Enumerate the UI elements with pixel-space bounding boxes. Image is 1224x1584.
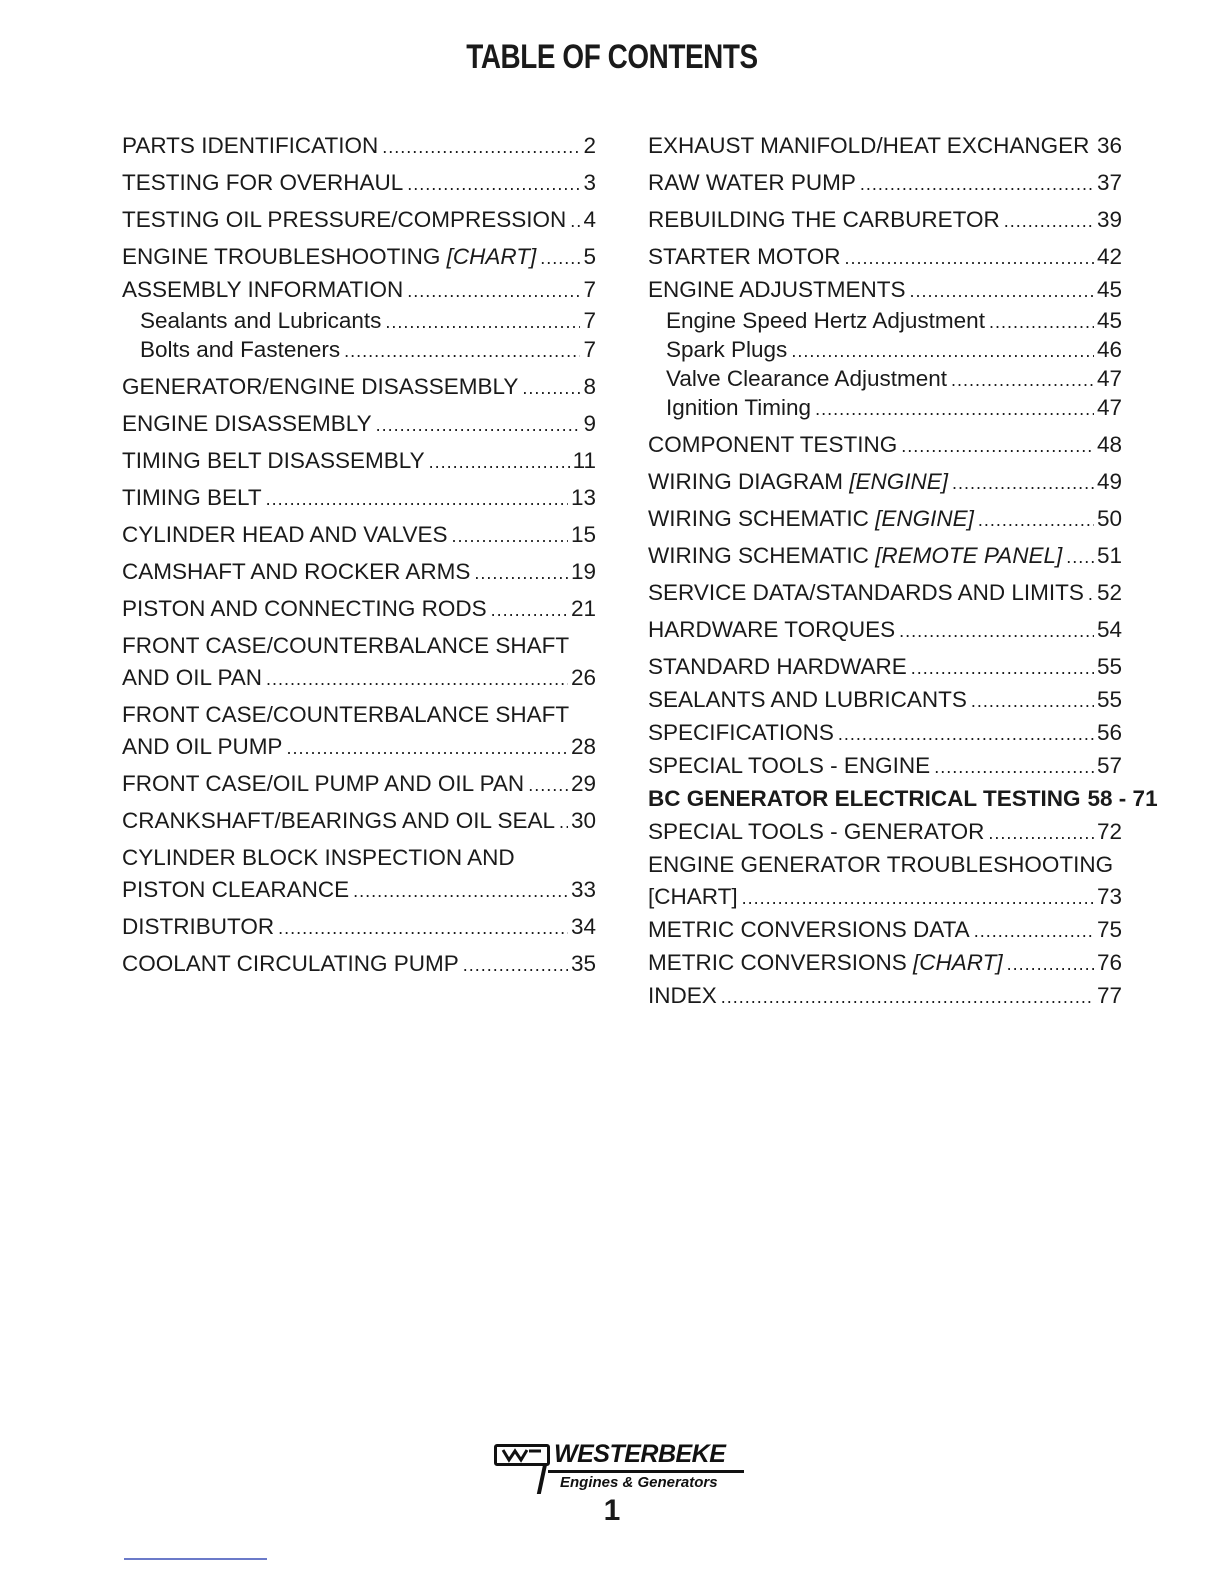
toc-entry[interactable]: COOLANT CIRCULATING PUMP ..... 35 <box>122 948 596 981</box>
toc-entry[interactable]: TESTING OIL PRESSURE/COMPRESSION ..... 4 <box>122 204 596 237</box>
toc-entry[interactable]: HARDWARE TORQUES ..... 54 <box>648 614 1122 647</box>
toc-subentry[interactable]: Engine Speed Hertz Adjustment ..... 45 <box>648 307 1122 336</box>
toc-entry[interactable]: TIMING BELT DISASSEMBLY ..... 11 <box>122 445 596 478</box>
toc-subentry[interactable]: Ignition Timing ..... 47 <box>648 394 1122 423</box>
toc-entry[interactable]: EXHAUST MANIFOLD/HEAT EXCHANGER ..... 36 <box>648 130 1122 163</box>
toc-entry[interactable]: SEALANTS AND LUBRICANTS ..... 55 <box>648 684 1122 717</box>
toc-entry[interactable]: TESTING FOR OVERHAUL ..... 3 <box>122 167 596 200</box>
toc-subentry[interactable]: Bolts and Fasteners ..... 7 <box>122 336 596 365</box>
toc-entry[interactable]: FRONT CASE/COUNTERBALANCE SHAFT AND OIL PAN ..... 26 <box>122 630 596 695</box>
toc-entry[interactable]: STANDARD HARDWARE ..... 55 <box>648 651 1122 684</box>
brand-tagline: Engines & Generators <box>560 1474 718 1491</box>
toc-entry[interactable]: ENGINE GENERATOR TROUBLESHOOTING [CHART] ..... 73 <box>648 849 1122 914</box>
toc-entry[interactable]: CYLINDER BLOCK INSPECTION AND PISTON CLEARANCE ..... 33 <box>122 842 596 907</box>
toc-entry[interactable]: METRIC CONVERSIONS DATA ..... 75 <box>648 914 1122 947</box>
toc-entry[interactable]: REBUILDING THE CARBURETOR ..... 39 <box>648 204 1122 237</box>
toc-entry[interactable]: ASSEMBLY INFORMATION ..... 7 <box>122 274 596 307</box>
toc-entry[interactable]: CRANKSHAFT/BEARINGS AND OIL SEAL ..... 30 <box>122 805 596 838</box>
toc-left-column <box>122 128 596 981</box>
toc-entry[interactable]: BC GENERATOR ELECTRICAL TESTING 58 - 71 <box>648 786 1158 811</box>
toc-entry[interactable]: WIRING DIAGRAM [ENGINE] ..... 49 <box>648 466 1122 499</box>
toc-subentry[interactable]: Valve Clearance Adjustment ..... 47 <box>648 365 1122 394</box>
divider <box>124 1558 267 1560</box>
toc-entry[interactable]: FRONT CASE/OIL PUMP AND OIL PAN ..... 29 <box>122 768 596 801</box>
toc-entry[interactable]: GENERATOR/ENGINE DISASSEMBLY ..... 8 <box>122 371 596 404</box>
brand-name: WESTERBEKE <box>554 1440 726 1468</box>
toc-entry[interactable]: CAMSHAFT AND ROCKER ARMS ..... 19 <box>122 556 596 589</box>
toc-entry[interactable]: COMPONENT TESTING ..... 48 <box>648 429 1122 462</box>
toc-entry[interactable]: PISTON AND CONNECTING RODS ..... 21 <box>122 593 596 626</box>
toc-entry[interactable]: DISTRIBUTOR ..... 34 <box>122 911 596 944</box>
toc-entry[interactable]: METRIC CONVERSIONS [CHART] ..... 76 <box>648 947 1122 980</box>
toc-entry[interactable]: ENGINE TROUBLESHOOTING [CHART] ..... 5 <box>122 241 596 274</box>
toc-entry[interactable]: SERVICE DATA/STANDARDS AND LIMITS ..... 52 <box>648 577 1122 610</box>
toc-entry[interactable]: WIRING SCHEMATIC [ENGINE] ..... 50 <box>648 503 1122 536</box>
toc-subentry[interactable]: Sealants and Lubricants ..... 7 <box>122 307 596 336</box>
page-number: 1 <box>603 1494 621 1527</box>
toc-entry[interactable]: CYLINDER HEAD AND VALVES ..... 15 <box>122 519 596 552</box>
toc-entry[interactable]: SPECIFICATIONS ..... 56 <box>648 717 1122 750</box>
westerbeke-logo <box>492 1440 752 1500</box>
toc-entry[interactable]: STARTER MOTOR ..... 42 <box>648 241 1122 274</box>
page-title: TABLE OF CONTENTS <box>466 38 758 76</box>
toc-entry[interactable]: FRONT CASE/COUNTERBALANCE SHAFT AND OIL PUMP ..... 28 <box>122 699 596 764</box>
toc-entry[interactable]: SPECIAL TOOLS - GENERATOR ..... 72 <box>648 816 1122 849</box>
toc-entry[interactable]: TIMING BELT ..... 13 <box>122 482 596 515</box>
toc-right-column <box>648 128 1158 1013</box>
toc-entry[interactable]: ENGINE DISASSEMBLY ..... 9 <box>122 408 596 441</box>
toc-entry[interactable]: INDEX ..... 77 <box>648 980 1122 1013</box>
logo-mark-icon <box>494 1444 550 1466</box>
toc-subentry[interactable]: Spark Plugs ..... 46 <box>648 336 1122 365</box>
toc-entry[interactable]: RAW WATER PUMP ..... 37 <box>648 167 1122 200</box>
toc-entry[interactable]: WIRING SCHEMATIC [REMOTE PANEL] ..... 51 <box>648 540 1122 573</box>
toc-entry[interactable]: SPECIAL TOOLS - ENGINE ..... 57 <box>648 750 1122 783</box>
toc-entry[interactable]: PARTS IDENTIFICATION ..... 2 <box>122 130 596 163</box>
toc-entry[interactable]: ENGINE ADJUSTMENTS ..... 45 <box>648 274 1122 307</box>
